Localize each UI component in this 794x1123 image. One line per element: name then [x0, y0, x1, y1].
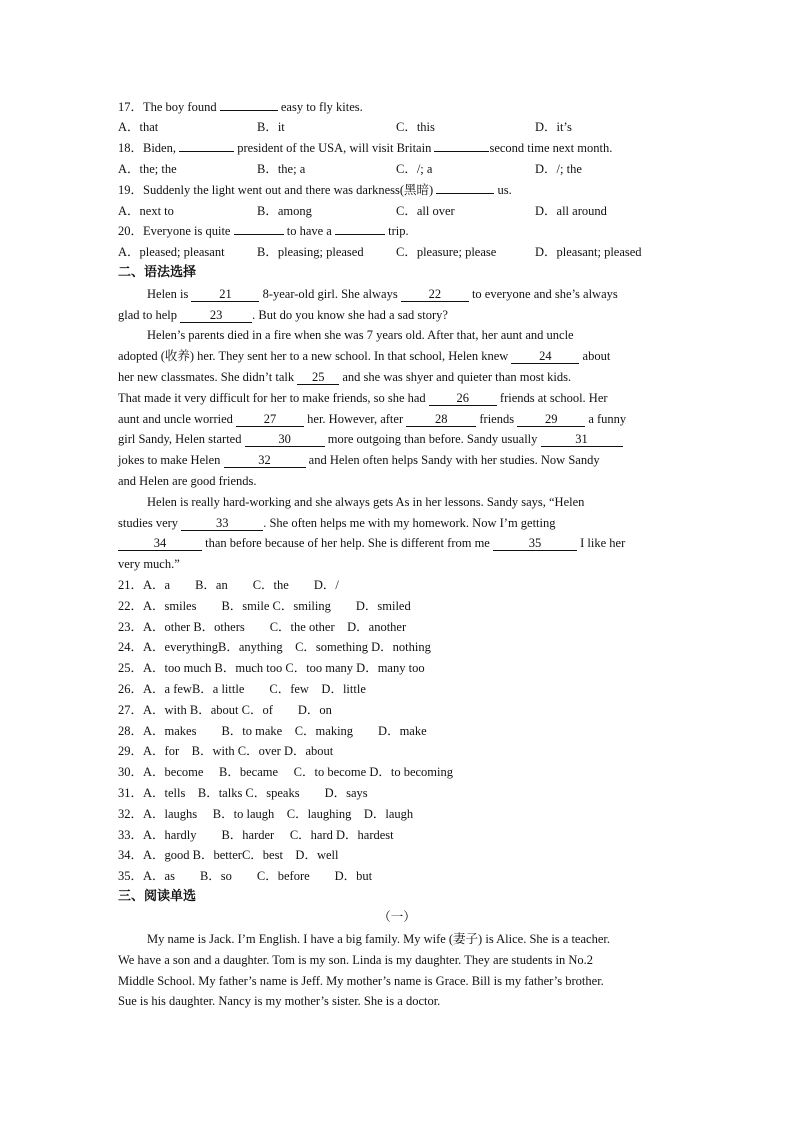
answer-blank: [436, 180, 494, 194]
passage-line: aunt and uncle worried 27 her. However, after 28 friends 29 a funny: [118, 412, 627, 426]
answer-blank: [220, 97, 278, 111]
passage-line: very much.”: [118, 557, 180, 571]
grammar-option-row: 35．A．as B．so C．before D．but: [118, 869, 373, 883]
option-d: D．all around: [535, 204, 607, 218]
passage-line: Helen is 21 8-year-old girl. She always 22 to everyone and she’s always: [147, 287, 618, 301]
question-18-options: [118, 159, 678, 179]
option-c: C．all over: [396, 204, 455, 218]
option-d: D．it’s: [535, 120, 572, 134]
grammar-option-row: 28．A．makes B．to make C．making D．make: [118, 724, 427, 738]
grammar-option-row: 32．A．laughs B．to laugh C．laughing D．laugh: [118, 807, 414, 821]
passage-line: That made it very difficult for her to make friends, so she had 26 friends at school. Her: [118, 391, 608, 405]
blank-number: 32: [224, 453, 306, 468]
reading-part-label: （一）: [378, 910, 416, 924]
option-a: A．next to: [118, 204, 174, 218]
answer-blank: [234, 221, 284, 235]
question-19-stem: 19．Suddenly the light went out and there was darkness(黑暗) us.: [118, 180, 512, 200]
grammar-option-row: 33．A．hardly B．harder C．hard D．hardest: [118, 828, 394, 842]
section-heading-grammar: 二、语法选择: [118, 265, 197, 280]
grammar-option-row: 26．A．a fewB．a little C．few D．little: [118, 682, 366, 696]
grammar-option-row: 29．A．for B．with C．over D．about: [118, 744, 334, 758]
blank-number: 34: [118, 536, 202, 551]
answer-blank: [179, 138, 234, 152]
question-17-stem: 17．The boy found easy to fly kites.: [118, 97, 363, 117]
option-a: A．pleased; pleasant: [118, 245, 225, 259]
grammar-option-row: 22．A．smiles B．smile C．smiling D．smiled: [118, 599, 411, 613]
blank-number: 23: [180, 308, 252, 323]
grammar-option-row: 30．A．become B．became C．to become D．to becoming: [118, 765, 453, 779]
answer-blank: [434, 138, 489, 152]
option-c: C．this: [396, 120, 435, 134]
blank-number: 35: [493, 536, 577, 551]
blank-number: 27: [236, 412, 304, 427]
blank-number: 28: [406, 412, 476, 427]
grammar-option-row: 21．A．a B．an C．the D．/: [118, 578, 339, 592]
passage-line: adopted (收养) her. They sent her to a new school. In that school, Helen knew 24 about: [118, 349, 611, 363]
option-b: B．it: [257, 120, 285, 134]
passage-line: studies very 33 . She often helps me with my homework. Now I’m getting: [118, 516, 556, 530]
reading-line: My name is Jack. I’m English. I have a big family. My wife (妻子) is Alice. She is a teacher.: [147, 932, 610, 946]
option-c: C．/; a: [396, 162, 433, 176]
passage-line: Helen’s parents died in a fire when she was 7 years old. After that, her aunt and uncle: [147, 328, 574, 342]
question-20-stem: 20．Everyone is quite to have a trip.: [118, 221, 409, 241]
option-a: A．the; the: [118, 162, 177, 176]
blank-number: 24: [511, 349, 579, 364]
passage-line: Helen is really hard-working and she always gets As in her lessons. Sandy says, “Helen: [147, 495, 585, 509]
reading-line: Sue is his daughter. Nancy is my mother’s sister. She is a doctor.: [118, 994, 441, 1008]
section-heading-reading: 三、阅读单选: [118, 889, 197, 904]
passage-line: 34 than before because of her help. She is different from me 35 I like her: [118, 533, 625, 553]
option-b: B．pleasing; pleased: [257, 245, 364, 259]
grammar-option-row: 34．A．good B．betterC．best D．well: [118, 848, 339, 862]
passage-line: her new classmates. She didn’t talk 25 and she was shyer and quieter than most kids.: [118, 370, 572, 384]
option-b: B．the; a: [257, 162, 306, 176]
passage-line: girl Sandy, Helen started 30 more outgoing than before. Sandy usually 31: [118, 429, 623, 449]
answer-blank: [335, 221, 385, 235]
grammar-option-row: 23．A．other B．others C．the other D．another: [118, 620, 407, 634]
passage-line: jokes to make Helen 32 and Helen often helps Sandy with her studies. Now Sandy: [118, 453, 600, 467]
blank-number: 31: [541, 432, 623, 447]
grammar-option-row: 27．A．with B．about C．of D．on: [118, 703, 332, 717]
grammar-option-row: 25．A．too much B．much too C．too many D．many too: [118, 661, 425, 675]
blank-number: 29: [517, 412, 585, 427]
option-a: A．that: [118, 120, 159, 134]
reading-line: We have a son and a daughter. Tom is my son. Linda is my daughter. They are students in No.2: [118, 953, 593, 967]
option-c: C．pleasure; please: [396, 245, 497, 259]
question-17-options: [118, 117, 678, 137]
blank-number: 33: [181, 516, 263, 531]
grammar-option-row: 24．A．everythingB．anything C．something D．nothing: [118, 640, 431, 654]
option-b: B．among: [257, 204, 312, 218]
question-19-options: [118, 201, 678, 221]
option-d: D．pleasant; pleased: [535, 245, 642, 259]
blank-number: 21: [191, 287, 259, 302]
blank-number: 26: [429, 391, 497, 406]
blank-number: 25: [297, 370, 339, 385]
question-18-stem: 18．Biden, president of the USA, will visit Britain second time next month.: [118, 138, 612, 158]
blank-number: 30: [245, 432, 325, 447]
grammar-option-row: 31．A．tells B．talks C．speaks D．says: [118, 786, 368, 800]
passage-line: and Helen are good friends.: [118, 474, 257, 488]
passage-line: glad to help 23 . But do you know she had a sad story?: [118, 308, 448, 322]
question-20-options: [118, 242, 678, 262]
blank-number: 22: [401, 287, 469, 302]
reading-line: Middle School. My father’s name is Jeff. My mother’s name is Grace. Bill is my father’s brother.: [118, 974, 604, 988]
option-d: D．/; the: [535, 162, 582, 176]
